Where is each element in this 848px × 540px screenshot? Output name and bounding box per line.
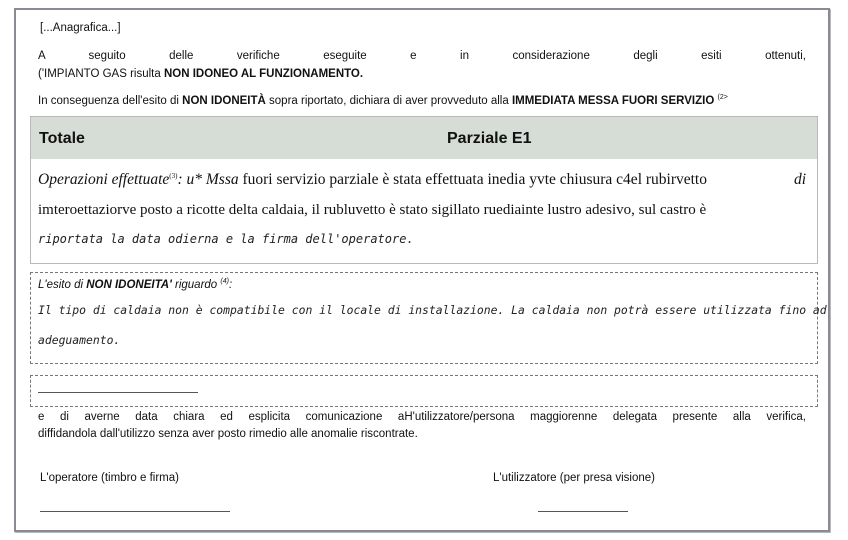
section-reference: [...Anagrafica...] <box>40 22 121 34</box>
operations-line-1: Operazioni effettuate$^{(3)}$: u* Mssa fuori servizio parziale è stata effettuata inedia yvte chiusura c4el rubirvetto <box>38 171 707 188</box>
form-frame <box>14 8 830 532</box>
empty-notes-box <box>30 375 818 407</box>
non-suitability-text-line-2: adeguamento. <box>38 333 121 347</box>
user-signature-line[interactable] <box>538 511 628 512</box>
not-suitable-label: NON IDONEO AL FUNZIONAMENTO. <box>163 68 364 80</box>
service-type-header <box>31 117 817 159</box>
operations-label: Operazioni effettuate <box>38 171 170 188</box>
communication-line-1: e di averne data chiara ed esplicita comunicazione aH'utilizzatore/persona maggiorenne delegata presente alla verifica, <box>38 411 806 423</box>
non-suitability-text-line-1: Il tipo di caldaia non è compatibile con il locale di installazione. La caldaia non potrà essere utilizzata fino ad <box>38 303 827 317</box>
non-suitability-label: L'esito di NON IDONEITA' riguardo $^{(4)}$: <box>38 278 233 291</box>
operator-signature-line[interactable] <box>40 511 230 512</box>
operations-line-2: imteroettaziorve posto a ricotte delta caldaia, il rubluvetto è stato sigillato ruediainte lustro adesivo, sul castro è <box>38 202 707 218</box>
intro-line-2: ('IMPIANTO GAS risulta NON IDONEO AL FUNZIONAMENTO. <box>38 68 364 80</box>
empty-notes-line[interactable] <box>38 392 198 393</box>
user-signature-label: L'utilizzatore (per presa visione) <box>493 472 655 484</box>
partial-option[interactable]: Parziale E1 <box>447 130 532 147</box>
operations-line-1-end: di <box>794 171 807 188</box>
intro-line-1: A seguito delle verifiche eseguite e in considerazione degli esiti ottenuti, <box>38 50 806 62</box>
operations-line-3: riportata la data odierna e la firma dell'operatore. <box>38 232 414 246</box>
communication-line-2: diffidandola dall'utilizzo senza aver posto rimedio alle anomalie riscontrate. <box>38 428 418 440</box>
consequence-statement: In conseguenza dell'esito di NON IDONEITÀ sopra riportato, dichiara di aver provveduto alla IMMEDIATA MESSA FUORI SERVIZIO $^{(2>}$ <box>38 94 728 107</box>
operator-signature-label: L'operatore (timbro e firma) <box>40 472 179 484</box>
total-option[interactable]: Totale <box>39 130 85 147</box>
